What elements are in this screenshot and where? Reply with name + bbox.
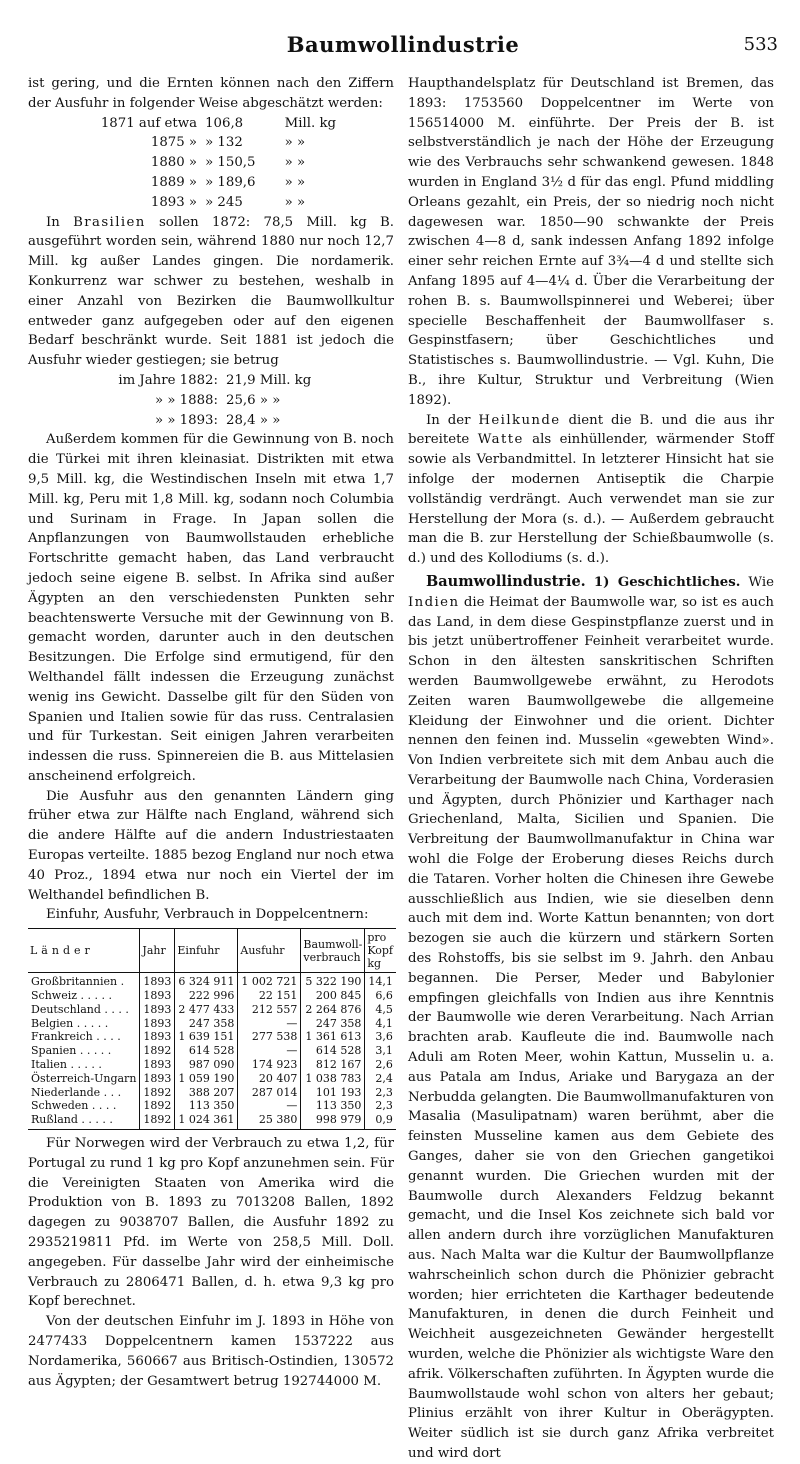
column-header: Einfuhr bbox=[175, 929, 238, 973]
table-cell: 1893 bbox=[140, 1030, 175, 1044]
table-cell: 1 002 721 bbox=[238, 973, 301, 989]
list-item: 1871 auf etwa 106,8 Mill. kg bbox=[100, 115, 337, 131]
page-header bbox=[28, 32, 778, 58]
list-item: 1880 » » 150,5 » » bbox=[150, 155, 306, 171]
table-cell: 1893 bbox=[140, 1058, 175, 1072]
export-list bbox=[28, 371, 394, 430]
table-cell: 1892 bbox=[140, 1086, 175, 1100]
table-cell: 212 557 bbox=[238, 1003, 301, 1017]
table-cell: 113 350 bbox=[175, 1099, 238, 1113]
table-cell: 1 639 151 bbox=[175, 1030, 238, 1044]
table-cell: 2,6 bbox=[365, 1058, 396, 1072]
table-cell: 287 014 bbox=[238, 1086, 301, 1100]
country-cell: Rußland . . . . . bbox=[28, 1113, 140, 1129]
table-cell: 222 996 bbox=[175, 989, 238, 1003]
table-cell: 1893 bbox=[140, 973, 175, 989]
table-cell: 2,4 bbox=[365, 1072, 396, 1086]
table-row bbox=[28, 1017, 396, 1031]
list-item: 1889 » » 189,6 » » bbox=[150, 174, 306, 190]
table-cell: 247 358 bbox=[175, 1017, 238, 1031]
table-cell: 200 845 bbox=[301, 989, 365, 1003]
list-item: » » 1888: 25,6 » » bbox=[154, 392, 281, 408]
table-cell: 1 024 361 bbox=[175, 1113, 238, 1129]
list-item: im Jahre 1882: 21,9 Mill. kg bbox=[118, 372, 312, 388]
list-item: 1893 » » 245 » » bbox=[150, 194, 306, 210]
table-cell: 113 350 bbox=[301, 1099, 365, 1113]
table-cell: — bbox=[238, 1099, 301, 1113]
table-row bbox=[28, 1044, 396, 1058]
table-cell: 247 358 bbox=[301, 1017, 365, 1031]
table-cell: 1893 bbox=[140, 1003, 175, 1017]
country-cell: Frankreich . . . . bbox=[31, 1030, 121, 1044]
country-cell: Schweiz . . . . . bbox=[31, 989, 112, 1003]
table-cell: 2 477 433 bbox=[175, 1003, 238, 1017]
country-cell: Österreich-Ungarn bbox=[31, 1071, 137, 1085]
table-cell: 101 193 bbox=[301, 1086, 365, 1100]
right-column bbox=[408, 74, 775, 1461]
table-row bbox=[28, 1003, 396, 1017]
paragraph: Haupthandelsplatz für Deutschland ist Bremen, das 1893: 1753560 Doppelcentner im Werte von 156514000 M. einführte. Der Preis der B. ist selbstverständlich je nach der Höhe der Erzeugung wie des Verbrauchs sehr schwankend gewesen. 1848 wurden in England 3½ d für das engl. Pfund middling Orleans gezahlt, ein Preis, der so niedrig noch nicht dagewesen war. 1850—90 schwankte der Preis zwischen 4—8 d, sank indessen Anfang 1892 infolge einer sehr reichen Ernte auf 3¾—4 d und stellte sich Anfang 1895 auf 4—4¼ d. Über die Verarbeitung der rohen B. s. Baumwollspinnerei und Weberei; über specielle Beschaffenheit der Baumwollfaser s. Gespinstfasern; über Geschichtliches und Statistisches s. Baumwollindustrie. — Vgl. Kuhn, Die B., ihre Kultur, Struktur und Verbreitung (Wien 1892). bbox=[408, 76, 774, 408]
text-columns bbox=[28, 74, 778, 1461]
table-cell: 1 059 190 bbox=[175, 1072, 238, 1086]
table-cell: 277 538 bbox=[238, 1030, 301, 1044]
paragraph: Die Ausfuhr aus den genannten Ländern ging früher etwa zur Hälfte nach England, während sich die andere Hälfte auf die andern Industriestaaten Europas verteilte. 1885 bezog England nur noch etwa 40 Proz., 1894 etwa nur noch ein Viertel der im Welthandel befindlichen B. bbox=[28, 788, 394, 903]
column-header: pro Kopf kg bbox=[365, 929, 396, 973]
country-cell: Niederlande . . . bbox=[31, 1085, 122, 1099]
table-cell: 174 923 bbox=[238, 1058, 301, 1072]
table-cell: 614 528 bbox=[301, 1044, 365, 1058]
table-cell: 2,3 bbox=[365, 1086, 396, 1100]
table-cell: 388 207 bbox=[175, 1086, 238, 1100]
table-cell: 2 264 876 bbox=[301, 1003, 365, 1017]
section-heading: 1) Geschichtliches. bbox=[593, 574, 741, 590]
table-cell: 4,1 bbox=[365, 1017, 396, 1031]
table-cell: 3,6 bbox=[365, 1030, 396, 1044]
paragraph: Außerdem kommen für die Gewinnung von B. noch die Türkei mit ihren kleinasiat. Distrikten mit etwa 9,5 Mill. kg, die Westindischen Inseln mit etwa 1,7 Mill. kg, Peru mit 1,8 Mill. kg, sodann noch Columbia und Surinam in Frage. In Japan sollen die Anpflanzungen von Baumwollstauden erhebliche Fortschritte gemacht haben, das Land verbraucht jedoch seine eigene B. selbst. In Afrika sind außer Ägypten an den verschiedensten Punkten sehr beachtenswerte Versuche mit der Gewinnung von B. gemacht worden, darunter auch in den deutschen Besitzungen. Die Erfolge sind ermutigend, für den Welthandel fällt indessen die Erzeugung zunächst wenig ins Gewicht. Dasselbe gilt für den Süden von Spanien und Italien sowie für das russ. Centralasien und für Turkestan. Seit einigen Jahren verarbeiten indessen die russ. Spinnereien die B. aus Mittelasien anscheinend erfolgreich. bbox=[28, 432, 394, 784]
table-cell: 25 380 bbox=[238, 1113, 301, 1129]
table-cell: 1892 bbox=[140, 1044, 175, 1058]
table-cell: 812 167 bbox=[301, 1058, 365, 1072]
table-cell: 1892 bbox=[140, 1113, 175, 1129]
column-header: Jahr bbox=[140, 929, 175, 973]
table-cell: 6 324 911 bbox=[175, 973, 238, 989]
article-paragraph: Baumwollindustrie. 1) Geschichtliches. Wie Indien die Heimat der Baumwolle war, so ist es auch das Land, in dem diese Gespinstpflanze zuerst und in bis jetzt unübertroffener Feinheit verarbeitet wurde. Schon in den ältesten sanskritischen Schriften werden Baumwollgewebe erwähnt, zu Herodots Zeiten waren Baumwollgewebe die allgemeine Kleidung der Einwohner und die orient. Dichter nennen den feinen ind. Musselin «gewebten Wind». Von Indien verbreitete sich mit dem Anbau auch die Verarbeitung der Baumwolle nach China, Vorderasien und Ägypten, durch Phönizier und Karthager nach Griechenland, Malta, Sicilien und Spanien. Die Verbreitung der Baumwollmanufaktur in China war wohl die Folge der Eroberung dieses Reichs durch die Tataren. Vorher holten die Chinesen ihre Gewebe ausschließlich aus Indien, wie sie dieselben denn auch mit dem ind. Worte Kattun benannten; von dort bezogen sie auch die kürzern und stärkern Sorten des Rohstoffs, bis sie selbst im 9. Jahrh. den Anbau begannen. Die Perser, Meder und Babylonier empfingen gleichfalls von Indien aus ihre Kenntnis der Baumwolle wie deren Verarbeitung. Nach Arrian brachten arab. Kaufleute die ind. Baumwolle nach Aduli am Roten Meer, wohin Kattun, Musselin u. a. aus Patala am Indus, Ariake und Barygaza an der Nerbudda gelangten. Die Baumwollmanufakturen von Masalia (Masulipatnam) waren berühmt, aber die feinsten Musseline kamen aus dem Gebiete des Ganges, daher sie von den Griechen gangetikoi genannt wurden. Die Griechen wurden mit der Baumwolle durch Alexanders Feldzug bekannt gemacht, und die Insel Kos zeichnete sich bald vor allen andern durch ihre vorzüglichen Manufakturen aus. Nach Malta war die Kultur der Baumwollpflanze wahrscheinlich schon durch die Phönizier gebracht worden; hier errichteten die Karthager bedeutende Manufakturen, in denen die durch Feinheit und Weichheit ausgezeichneten Gewänder hergestellt wurden, welche die Phönizier als wichtigste Ware den afrik. Völkerschaften zuführten. In Ägypten wurde die Baumwollstaude wohl schon von alters her gebaut; Plinius erzählt von ihrer Kultur in Oberägypten. Weiter südlich ist sie durch ganz Afrika verbreitet und wird dort bbox=[408, 572, 774, 1461]
consumption-table bbox=[28, 928, 396, 1130]
table-cell: 1 361 613 bbox=[301, 1030, 365, 1044]
left-column bbox=[28, 74, 394, 1389]
harvest-list bbox=[28, 114, 394, 213]
table-cell: 1892 bbox=[140, 1099, 175, 1113]
article-heading: Baumwollindustrie. bbox=[426, 572, 586, 590]
table-row bbox=[28, 1086, 396, 1100]
table-body bbox=[28, 973, 396, 1130]
table-row bbox=[28, 1072, 396, 1086]
country-cell: Spanien . . . . . bbox=[31, 1044, 112, 1058]
table-row bbox=[28, 973, 396, 989]
table-cell: 998 979 bbox=[301, 1113, 365, 1129]
table-cell: 987 090 bbox=[175, 1058, 238, 1072]
paragraph: In Brasilien sollen 1872: 78,5 Mill. kg B. ausgeführt worden sein, während 1880 nur noch 12,7 Mill. kg außer Landes gingen. Die nordamerik. Konkurrenz war schwer zu bestehen, weshalb in einer Anzahl von Bezirken die Baumwollkultur entweder ganz aufgegeben oder auf den eigenen Bedarf beschränkt wurde. Seit 1881 ist jedoch die Ausfuhr wieder gestiegen; sie betrug bbox=[28, 214, 394, 369]
table-cell: 2,3 bbox=[365, 1099, 396, 1113]
table-cell: 6,6 bbox=[365, 989, 396, 1003]
table-header-row bbox=[28, 929, 396, 973]
column-header: Länder bbox=[28, 929, 140, 973]
table-cell: 5 322 190 bbox=[301, 973, 365, 989]
table-cell: 22 151 bbox=[238, 989, 301, 1003]
list-item: 1875 » » 132 » » bbox=[150, 135, 306, 151]
list-item: » » 1893: 28,4 » » bbox=[154, 412, 281, 428]
table-cell: 1893 bbox=[140, 1017, 175, 1031]
table-cell: 614 528 bbox=[175, 1044, 238, 1058]
paragraph: Von der deutschen Einfuhr im J. 1893 in Höhe von 2477433 Doppelcentnern kamen 1537222 aus Nordamerika, 560667 aus Britisch-Ostindien, 130572 aus Ägypten; der Gesamtwert betrug 192744000 M. bbox=[28, 1314, 394, 1389]
table-cell: 14,1 bbox=[365, 973, 396, 989]
table-cell: 4,5 bbox=[365, 1003, 396, 1017]
table-cell: — bbox=[238, 1044, 301, 1058]
country-cell: Schweden . . . . bbox=[31, 1099, 117, 1113]
table-row bbox=[28, 989, 396, 1003]
country-cell: Deutschland . . . . bbox=[31, 1002, 129, 1016]
column-header: Ausfuhr bbox=[238, 929, 301, 973]
table-row bbox=[28, 1113, 396, 1129]
country-cell: Italien . . . . . bbox=[31, 1058, 102, 1072]
table-caption: Einfuhr, Ausfuhr, Verbrauch in Doppelcentnern: bbox=[46, 907, 369, 923]
page-number: 533 bbox=[743, 34, 778, 55]
country-cell: Großbritannien . bbox=[31, 975, 125, 989]
table-cell: 3,1 bbox=[365, 1044, 396, 1058]
table-cell: 1893 bbox=[140, 989, 175, 1003]
table-cell: 1893 bbox=[140, 1072, 175, 1086]
table-cell: — bbox=[238, 1017, 301, 1031]
table-row bbox=[28, 1058, 396, 1072]
paragraph: In der Heilkunde dient die B. und die aus ihr bereitete Watte als einhüllender, wärmender Stoff sowie als Verbandmittel. In letzterer Hinsicht hat sie infolge der modernen Antiseptik die Charpie vollständig verdrängt. Auch verwendet man sie zur Herstellung der Mora (s. d.). — Außerdem gebraucht man die B. zur Herstellung der Schießbaumwolle (s. d.) und des Kollodiums (s. d.). bbox=[408, 412, 775, 567]
table-cell: 1 038 783 bbox=[301, 1072, 365, 1086]
paragraph: ist gering, und die Ernten können nach den Ziffern der Ausfuhr in folgender Weise abgeschätzt werden: bbox=[28, 76, 394, 111]
table-row bbox=[28, 1030, 396, 1044]
page-title: Baumwollindustrie bbox=[286, 32, 520, 57]
country-cell: Belgien . . . . . bbox=[31, 1016, 109, 1030]
column-header: Baumwoll-verbrauch bbox=[301, 929, 365, 973]
table-cell: 0,9 bbox=[365, 1113, 396, 1129]
table-row bbox=[28, 1099, 396, 1113]
paragraph: Für Norwegen wird der Verbrauch zu etwa 1,2, für Portugal zu rund 1 kg pro Kopf anzunehmen sein. Für die Vereinigten Staaten von Amerika wird die Produktion von B. 1893 zu 7013208 Ballen, 1892 dagegen zu 9038707 Ballen, die Ausfuhr 1892 zu 2935219811 Pfd. im Werte von 258,5 Mill. Doll. angegeben. Für dasselbe Jahr wird der einheimische Verbrauch zu 2806471 Ballen, d. h. etwa 9,3 kg pro Kopf berechnet. bbox=[28, 1136, 394, 1310]
table-cell: 20 407 bbox=[238, 1072, 301, 1086]
